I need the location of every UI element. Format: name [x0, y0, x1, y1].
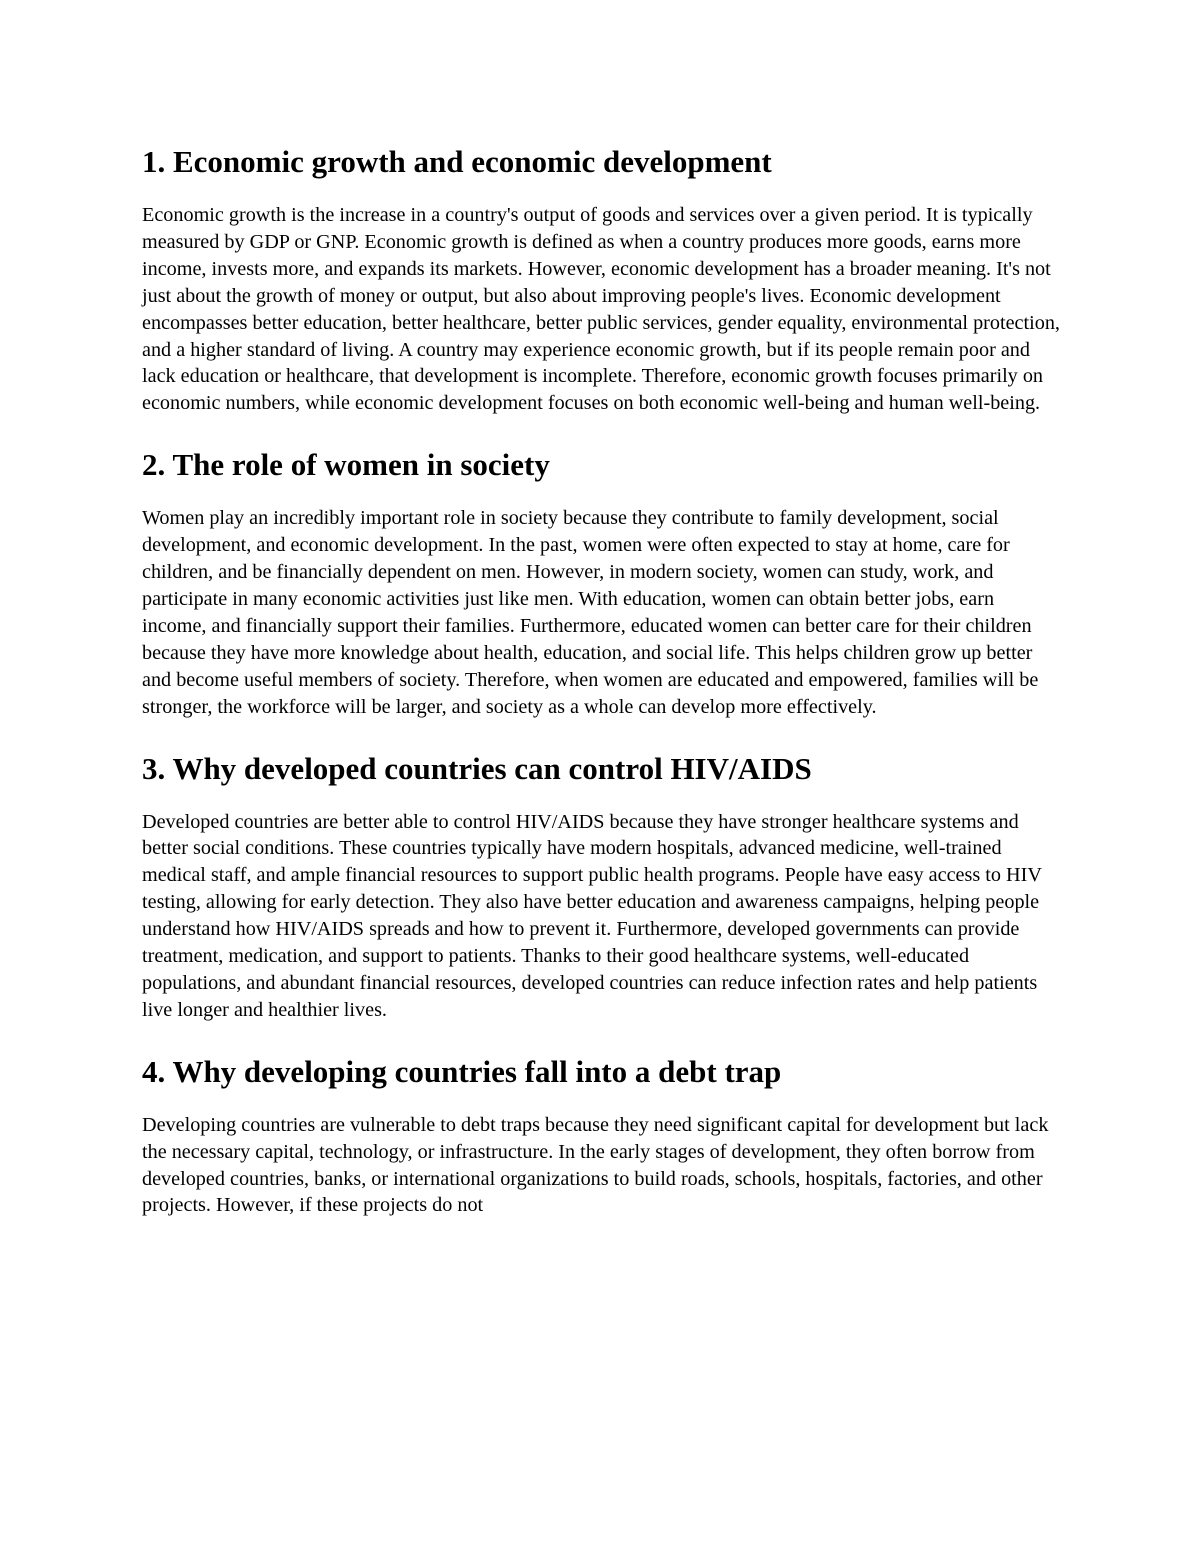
document-page	[142, 130, 1062, 1247]
section-heading: 1. Economic growth and economic development	[142, 144, 772, 179]
section-role-of-women	[142, 445, 1062, 720]
section-debt-trap	[142, 1052, 1062, 1220]
section-body: Economic growth is the increase in a country's output of goods and services over a given period. It is typically measured by GDP or GNP. Economic growth is defined as when a country produces more goods, earns more income, invests more, and expands its markets. However, economic development has a broader meaning. It's not just about the growth of money or output, but also about improving people's lives. Economic development encompasses better education, better healthcare, better public services, gender equality, environmental protection, and a higher standard of living. A country may experience economic growth, but if its people remain poor and lack education or healthcare, that development is incomplete. Therefore, economic growth focuses primarily on economic numbers, while economic development focuses on both economic well-being and human well-being.	[142, 204, 1060, 415]
section-economic-growth	[142, 142, 1062, 417]
section-heading: 3. Why developed countries can control HIV/AIDS	[142, 750, 812, 786]
section-heading: 2. The role of women in society	[142, 447, 550, 483]
section-body: Developing countries are vulnerable to debt traps because they need significant capital for development but lack the necessary capital, technology, or infrastructure. In the early stages of development, they often borrow from developed countries, banks, or international organizations to build roads, schools, hospitals, factories, and other projects. However, if these projects do not	[142, 1113, 1049, 1217]
section-heading: 4. Why developing countries fall into a debt trap	[142, 1053, 782, 1089]
section-hiv-aids	[142, 749, 1062, 1024]
section-body: Women play an incredibly important role in society because they contribute to family development, social development, and economic development. In the past, women were often expected to stay at home, care for children, and be financially dependent on men. However, in modern society, women can study, work, and participate in many economic activities just like men. With education, women can obtain better jobs, earn income, and financially support their families. Furthermore, educated women can better care for their children because they have more knowledge about health, education, and social life. This helps children grow up better and become useful members of society. Therefore, when women are educated and empowered, families will be stronger, the workforce will be larger, and society as a whole can develop more effectively.	[142, 507, 1039, 718]
section-body: Developed countries are better able to control HIV/AIDS because they have stronger healthcare systems and better social conditions. These countries typically have modern hospitals, advanced medicine, well-trained medical staff, and ample financial resources to support public health programs. People have easy access to HIV testing, allowing for early detection. They also have better education and awareness campaigns, helping people understand how HIV/AIDS spreads and how to prevent it. Furthermore, developed governments can provide treatment, medication, and support to patients. Thanks to their good healthcare systems, well-educated populations, and abundant financial resources, developed countries can reduce infection rates and help patients live longer and healthier lives.	[142, 810, 1042, 1021]
